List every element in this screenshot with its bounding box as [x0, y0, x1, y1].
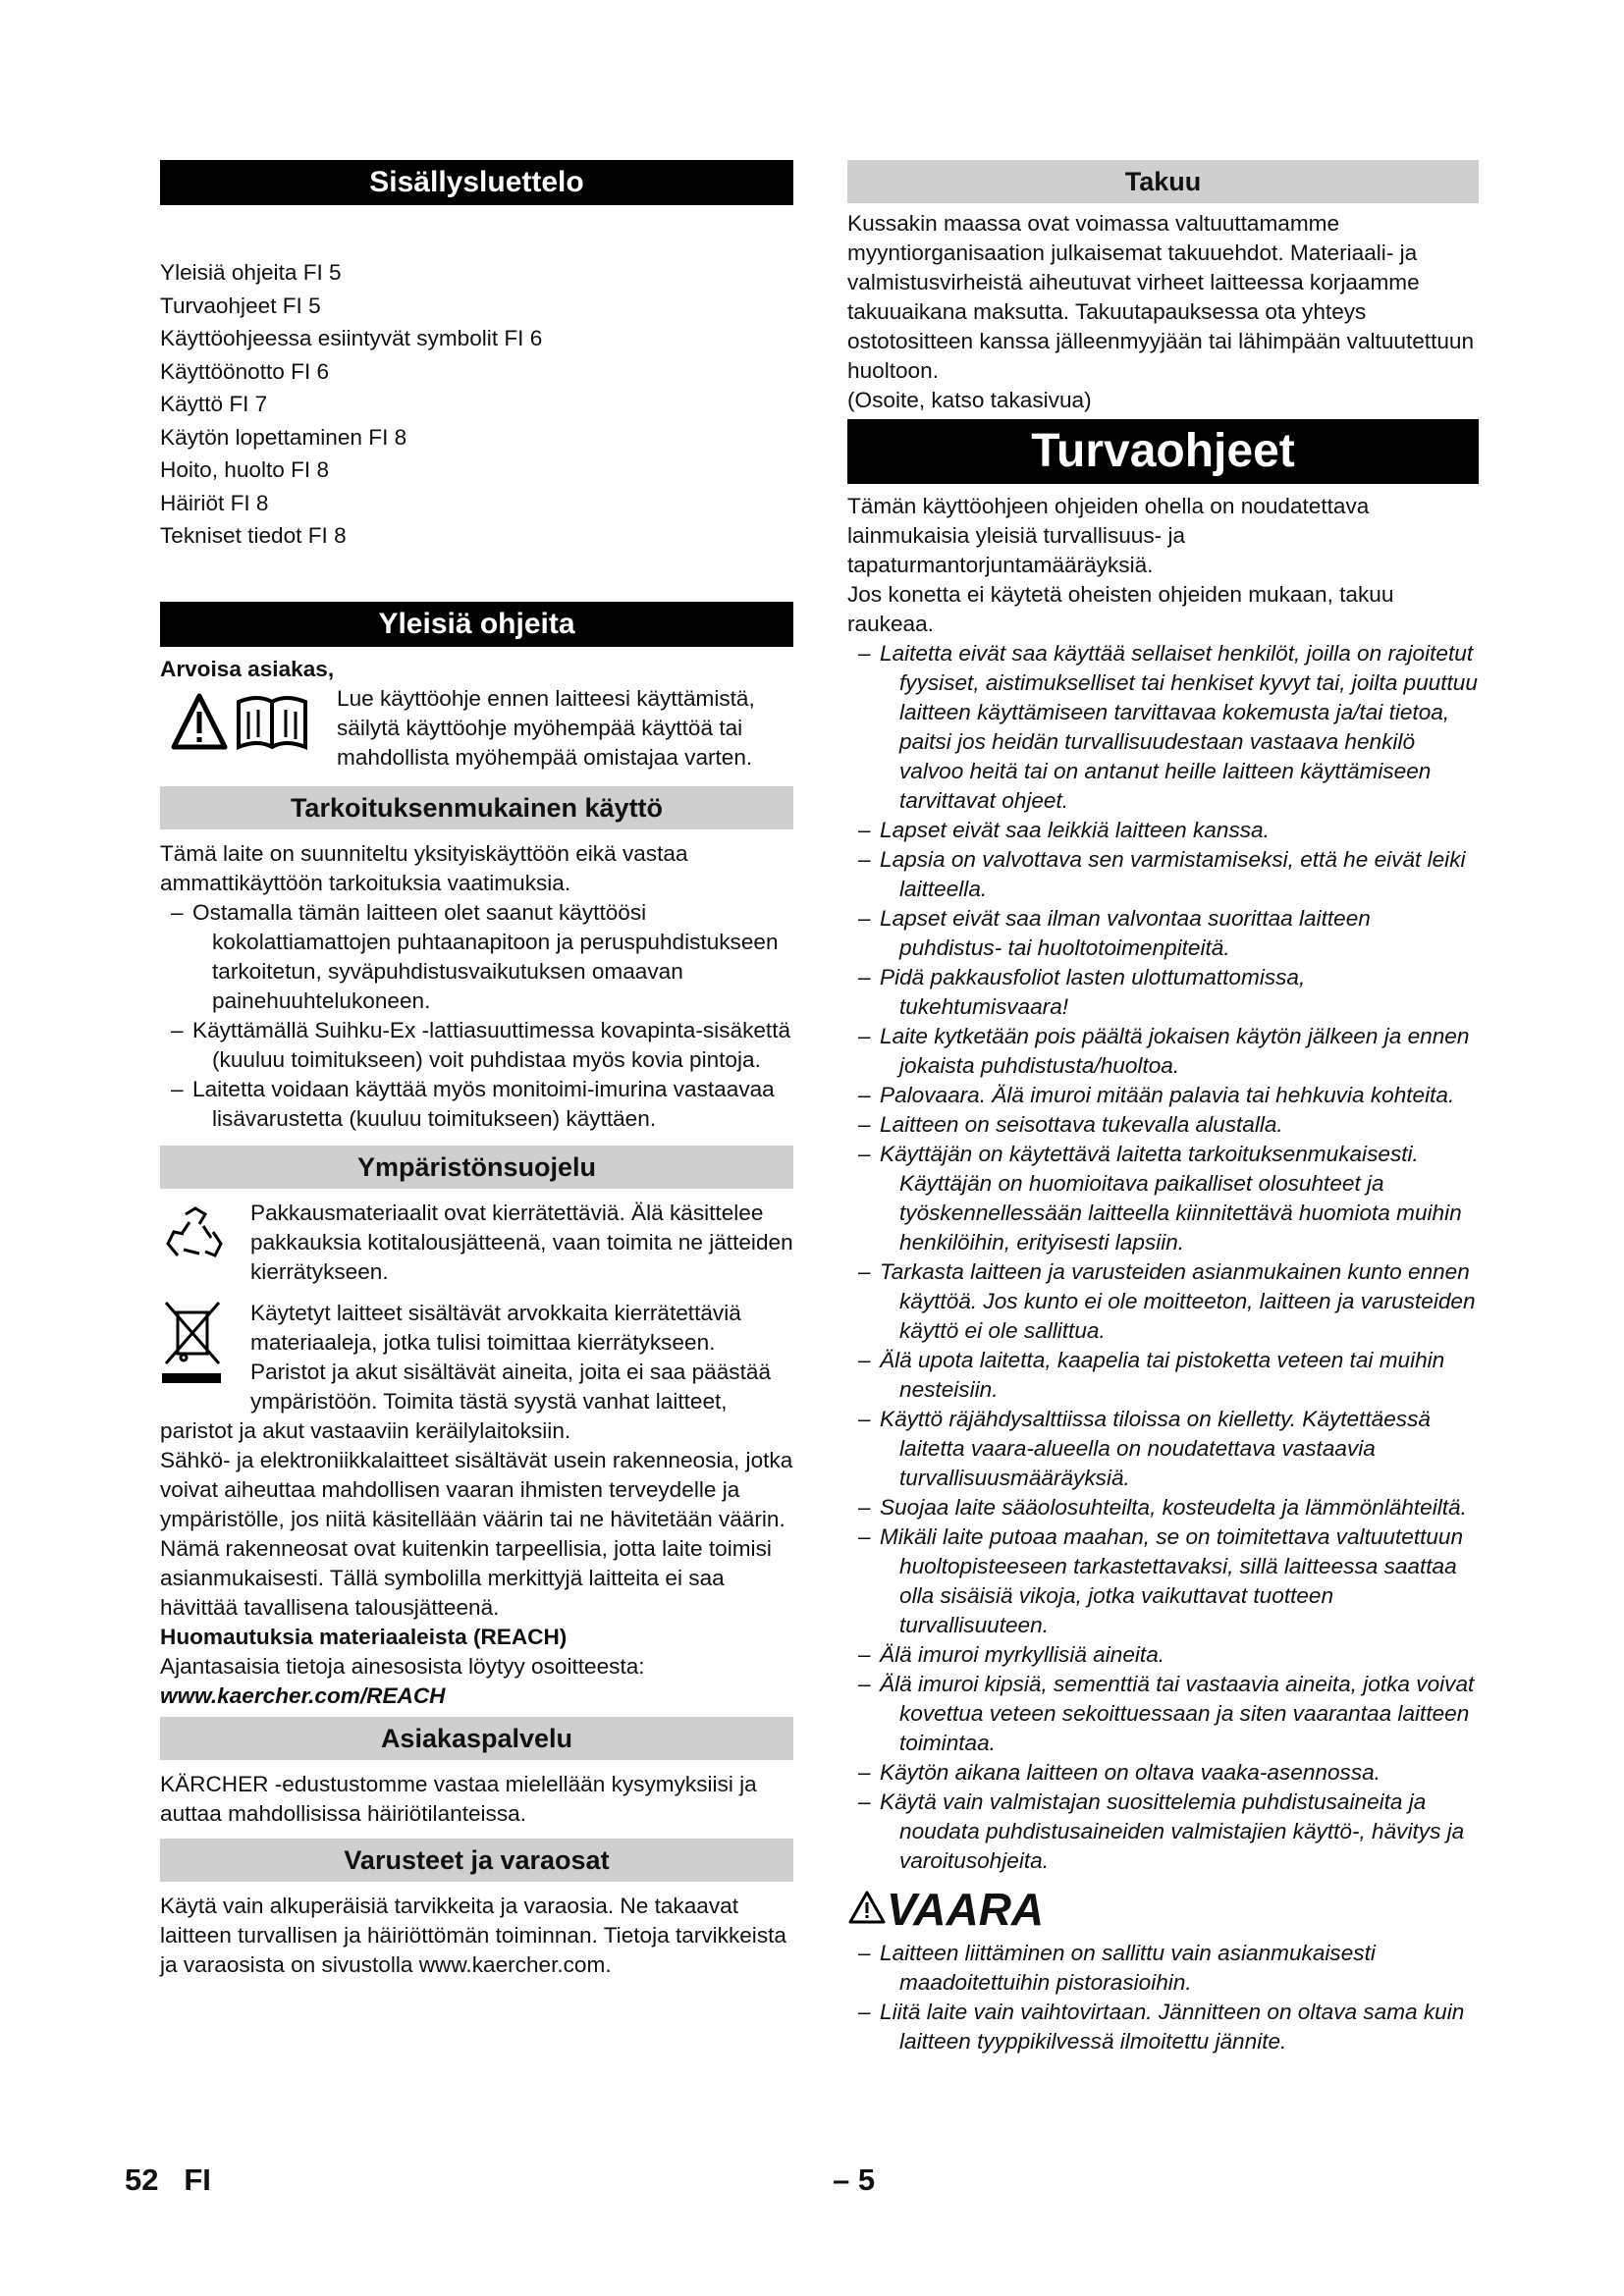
- general-heading: Yleisiä ohjeita: [160, 602, 793, 647]
- toc-item: Häiriöt FI 8: [160, 490, 269, 515]
- list-item: – Laite kytketään pois päältä jokaisen käytön jälkeen ja ennen jokaista puhdistusta/huoltoa.: [847, 1022, 1479, 1081]
- warranty-heading: Takuu: [847, 160, 1479, 203]
- list-item: – Älä imuroi kipsiä, sementtiä tai vastaavia aineita, jotka voivat kovettua veteen sekoittuessaan ja siten vaarantaa laitteen toimintaa.: [847, 1670, 1479, 1758]
- toc-item: Hoito, huolto FI 8: [160, 457, 330, 482]
- list-item: – Ostamalla tämän laitteen olet saanut käyttöösi kokolattiamattojen puhtaanapitoon ja peruspuhdistukseen tarkoitetun, syväpuhdistusvaikutuksen omaavan painehuuhtelukoneen.: [160, 898, 793, 1016]
- reach-text: Ajantasaisia tietoja ainesosista löytyy osoitteesta:: [160, 1653, 645, 1679]
- toc-item: Tekniset tiedot FI 8: [160, 523, 347, 548]
- crossed-bin-icon: [160, 1299, 239, 1397]
- safety-list: [847, 639, 1479, 1876]
- list-item: – Älä upota laitetta, kaapelia tai pistoketta veteen tai muihin nesteisiin.: [847, 1346, 1479, 1405]
- list-item: – Käyttäjän on käytettävä laitetta tarkoituksenmukaisesti. Käyttäjän on huomioitava paikalliset olosuhteet ja työskennellessään laitteella kiinnitettävä huomiota muihin henkilöihin, erityisesti lapsiin.: [847, 1140, 1479, 1257]
- list-item: – Laitteen liittäminen on sallittu vain asianmukaisesti maadoitettuihin pistorasioihin.: [847, 1939, 1479, 1998]
- weee-text: Käytetyt laitteet sisältävät arvokkaita kierrätettäviä materiaaleja, jotka tulisi toimittaa kierrätykseen. Paristot ja akut sisältävät aineita, joita ei saa päästää ympäristöön. Toimita tästä syystä vanhat laitteet, paristot ja akut vastaaviin keräilylaitoksiin.: [160, 1300, 772, 1443]
- list-item: – Käyttö räjähdysalttiissa tiloissa on kielletty. Käytettäessä laitetta vaara-alueella on noudatettava vastaavia turvallisuusmääräyksiä.: [847, 1405, 1479, 1493]
- list-item: – Suojaa laite sääolosuhteilta, kosteudelta ja lämmönlähteiltä.: [847, 1493, 1479, 1522]
- left-column: [160, 160, 793, 1980]
- warning-manual-icon: [170, 690, 327, 759]
- toc-item: Käyttöönotto FI 6: [160, 358, 330, 384]
- service-heading: Asiakaspalvelu: [160, 1717, 793, 1760]
- list-item: – Liitä laite vain vaihtovirtaan. Jännitteen on oltava sama kuin laitteen tyyppikilvessä ilmoitettu jännite.: [847, 1998, 1479, 2056]
- page-number-value: 52: [125, 2163, 159, 2197]
- list-item: – Laitetta eivät saa käyttää sellaiset henkilöt, joilla on rajoitetut fyysiset, aistimukselliset tai henkiset kyvyt tai, joilta puuttuu laitteen käyttämiseen tarvittavaa kokemusta ja/tai tietoa, paitsi jos heidän turvallisuudestaan vastaava henkilö valvoo heitä tai on antanut heille laitteen käyttämiseen tarvittavat ohjeet.: [847, 639, 1479, 816]
- language-code: FI: [184, 2163, 211, 2197]
- environment-heading: Ympäristönsuojelu: [160, 1146, 793, 1189]
- reach-title: Huomautuksia materiaaleista (REACH): [160, 1624, 568, 1649]
- recycle-text: Pakkausmateriaalit ovat kierrätettäviä. Älä käsittelee pakkauksia kotitalousjätteenä, vaan toimita ne jätteiden kierrätykseen.: [250, 1200, 793, 1284]
- list-item: – Lapset eivät saa ilman valvontaa suorittaa laitteen puhdistus- tai huoltotoimenpiteitä.: [847, 904, 1479, 963]
- toc-heading: Sisällysluettelo: [160, 160, 793, 205]
- read-manual-block: [160, 684, 793, 773]
- list-item: – Pidä pakkausfoliot lasten ulottumattomissa, tukehtumisvaara!: [847, 963, 1479, 1022]
- list-item: – Laitteen on seisottava tukevalla alustalla.: [847, 1110, 1479, 1140]
- danger-list: [847, 1939, 1479, 2056]
- intended-use-intro: Tämä laite on suunniteltu yksityiskäyttöön eikä vastaa ammattikäyttöön tarkoituksia vaatimuksia.: [160, 840, 688, 895]
- page-number: [125, 2163, 211, 2198]
- list-item: – Lapsia on valvottava sen varmistamiseksi, että he eivät leiki laitteella.: [847, 845, 1479, 904]
- section-page-number: – 5: [833, 2163, 876, 2197]
- danger-warning-icon: [847, 1890, 887, 1930]
- toc-item: Yleisiä ohjeita FI 5: [160, 260, 342, 285]
- reach-link[interactable]: www.kaercher.com/REACH: [160, 1682, 446, 1708]
- accessories-heading: Varusteet ja varaosat: [160, 1839, 793, 1882]
- list-item: – Käyttämällä Suihku-Ex -lattiasuuttimessa kovapinta-sisäkettä (kuuluu toimitukseen) voit puhdistaa myös kovia pintoja.: [160, 1016, 793, 1075]
- intended-use-list: [160, 898, 793, 1134]
- toc-item: Käyttö FI 7: [160, 392, 268, 416]
- list-item: – Palovaara. Älä imuroi mitään palavia tai hehkuvia kohteita.: [847, 1081, 1479, 1110]
- toc-item: Turvaohjeet FI 5: [160, 293, 321, 318]
- list-item: – Käytön aikana laitteen on oltava vaaka-asennossa.: [847, 1758, 1479, 1788]
- warranty-text: Kussakin maassa ovat voimassa valtuuttamamme myyntiorganisaation julkaisemat takuuehdot. Materiaali- ja valmistusvirheistä aiheutuvat virheet laitteessa korjaamme takuuaikana maksutta. Takuutapauksessa ota yhteys ostotositteen kanssa jälleenmyyjään tai lähimpään valtuutettuun huoltoon.: [847, 211, 1475, 383]
- recycle-block: [160, 1199, 793, 1287]
- safety-intro-2: Jos konetta ei käytetä oheisten ohjeiden mukaan, takuu raukeaa.: [847, 582, 1394, 636]
- greeting: Arvoisa asiakas,: [160, 656, 335, 681]
- service-text: KÄRCHER -edustustomme vastaa mielellään kysymyksiisi ja auttaa mahdollisissa häiriötilanteissa.: [160, 1771, 757, 1826]
- table-of-contents: [160, 256, 793, 553]
- list-item: – Lapset eivät saa leikkiä laitteen kanssa.: [847, 816, 1479, 845]
- safety-intro-1: Tämän käyttöohjeen ohjeiden ohella on noudatettava lainmukaisia yleisiä turvallisuus- ja tapaturmantorjuntamääräyksiä.: [847, 494, 1370, 577]
- intended-use-heading: Tarkoituksenmukainen käyttö: [160, 786, 793, 829]
- toc-item: Käyttöohjeessa esiintyvät symbolit FI 6: [160, 326, 543, 350]
- list-item: – Laitetta voidaan käyttää myös monitoimi-imurina vastaavaa lisävarustetta (kuuluu toimitukseen) käyttäen.: [160, 1075, 793, 1134]
- warranty-address: (Osoite, katso takasivua): [847, 388, 1092, 412]
- recycle-icon: [160, 1204, 239, 1283]
- electronics-text: Sähkö- ja elektroniikkalaitteet sisältävät usein rakenneosia, jotka voivat aiheuttaa mahdollisen vaaran ihmisten terveydelle ja ympäristölle, jos niitä käsitellään väärin tai ne hävitetään väärin. Nämä rakenneosat ovat kuitenkin tarpeellisia, jotta laite toimisi asianmukaisesti. Tällä symbolilla merkittyjä laitteita ei saa hävittää tavallisena talousjätteenä.: [160, 1447, 793, 1620]
- danger-heading: [847, 1880, 1479, 1939]
- right-column: [847, 160, 1479, 2056]
- accessories-text: Käytä vain alkuperäisiä tarvikkeita ja varaosia. Ne takaavat laitteen turvallisen ja häiriöttömän toiminnan. Tietoja tarvikkeista ja varaosista on sivustolla www.kaercher.com.: [160, 1893, 786, 1977]
- list-item: – Älä imuroi myrkyllisiä aineita.: [847, 1640, 1479, 1670]
- list-item: – Tarkasta laitteen ja varusteiden asianmukainen kunto ennen käyttöä. Jos kunto ei ole moitteeton, laitteen ja varusteiden käyttö ei ole sallittua.: [847, 1257, 1479, 1346]
- danger-title: VAARA: [887, 1884, 1045, 1935]
- list-item: – Käytä vain valmistajan suosittelemia puhdistusaineita ja noudata puhdistusaineiden valmistajien käyttö-, hävitys ja varoitusohjeita.: [847, 1788, 1479, 1876]
- read-manual-text: Lue käyttöohje ennen laitteesi käyttämistä, säilytä käyttöohje myöhempää käyttöä tai mahdollista myöhempää omistajaa varten.: [337, 685, 755, 770]
- toc-item: Käytön lopettaminen FI 8: [160, 424, 407, 450]
- weee-block: [160, 1299, 793, 1446]
- safety-heading: Turvaohjeet: [847, 419, 1479, 484]
- list-item: – Mikäli laite putoaa maahan, se on toimitettava valtuutettuun huoltopisteeseen tarkastettavaksi, sillä laitteessa saattaa olla sisäisiä vikoja, jotka vaikuttavat tuotteen turvallisuuteen.: [847, 1522, 1479, 1640]
